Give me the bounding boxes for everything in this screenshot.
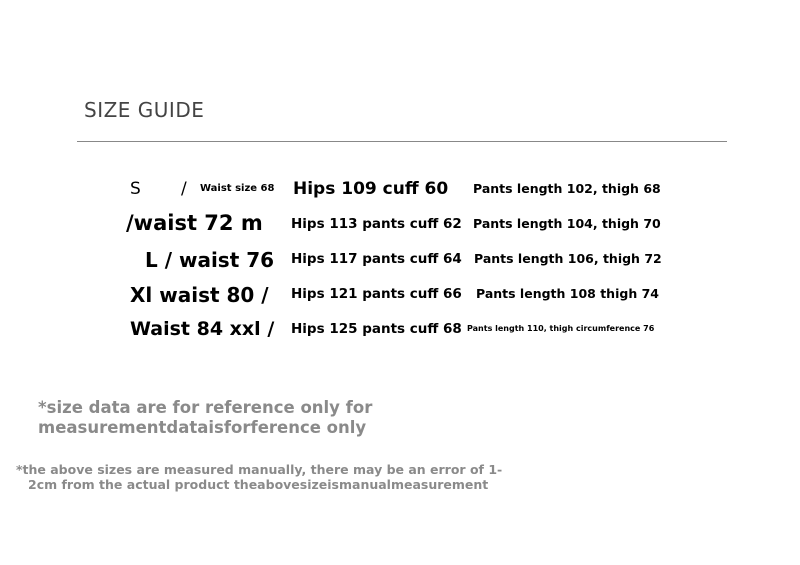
hips-cell: Hips 117 pants cuff 64 [291, 251, 462, 267]
waist-cell: Xl waist 80 / [130, 283, 269, 307]
hips-cell: Hips 113 pants cuff 62 [291, 216, 462, 232]
waist-cell: Waist size 68 [200, 183, 275, 194]
waist-cell: Waist 84 xxl / [130, 318, 275, 340]
pants-cell: Pants length 106, thigh 72 [474, 251, 662, 266]
page-title: SIZE GUIDE [84, 98, 205, 122]
reference-note-line-2: measurementdataisforference only [38, 418, 367, 437]
pants-cell: Pants length 102, thigh 68 [473, 181, 661, 196]
waist-cell: L / waist 76 [145, 248, 275, 272]
disclaimer-line-2: 2cm from the actual product theabovesizeismanualmeasurement [28, 477, 489, 492]
disclaimer-line-1: *the above sizes are measured manually, there may be an error of 1- [16, 462, 503, 477]
hips-cell: Hips 125 pants cuff 68 [291, 321, 462, 337]
pants-cell: Pants length 110, thigh circumference 76 [467, 324, 655, 333]
title-divider [77, 141, 727, 142]
pants-cell: Pants length 108 thigh 74 [476, 286, 659, 301]
reference-note-line-1: *size data are for reference only for [38, 398, 373, 417]
hips-cell: Hips 121 pants cuff 66 [291, 286, 462, 302]
pants-cell: Pants length 104, thigh 70 [473, 216, 661, 231]
size-letter: S [130, 179, 141, 199]
size-separator: / [181, 179, 187, 199]
hips-cell: Hips 109 cuff 60 [293, 179, 449, 199]
waist-cell: /waist 72 m [126, 211, 263, 235]
